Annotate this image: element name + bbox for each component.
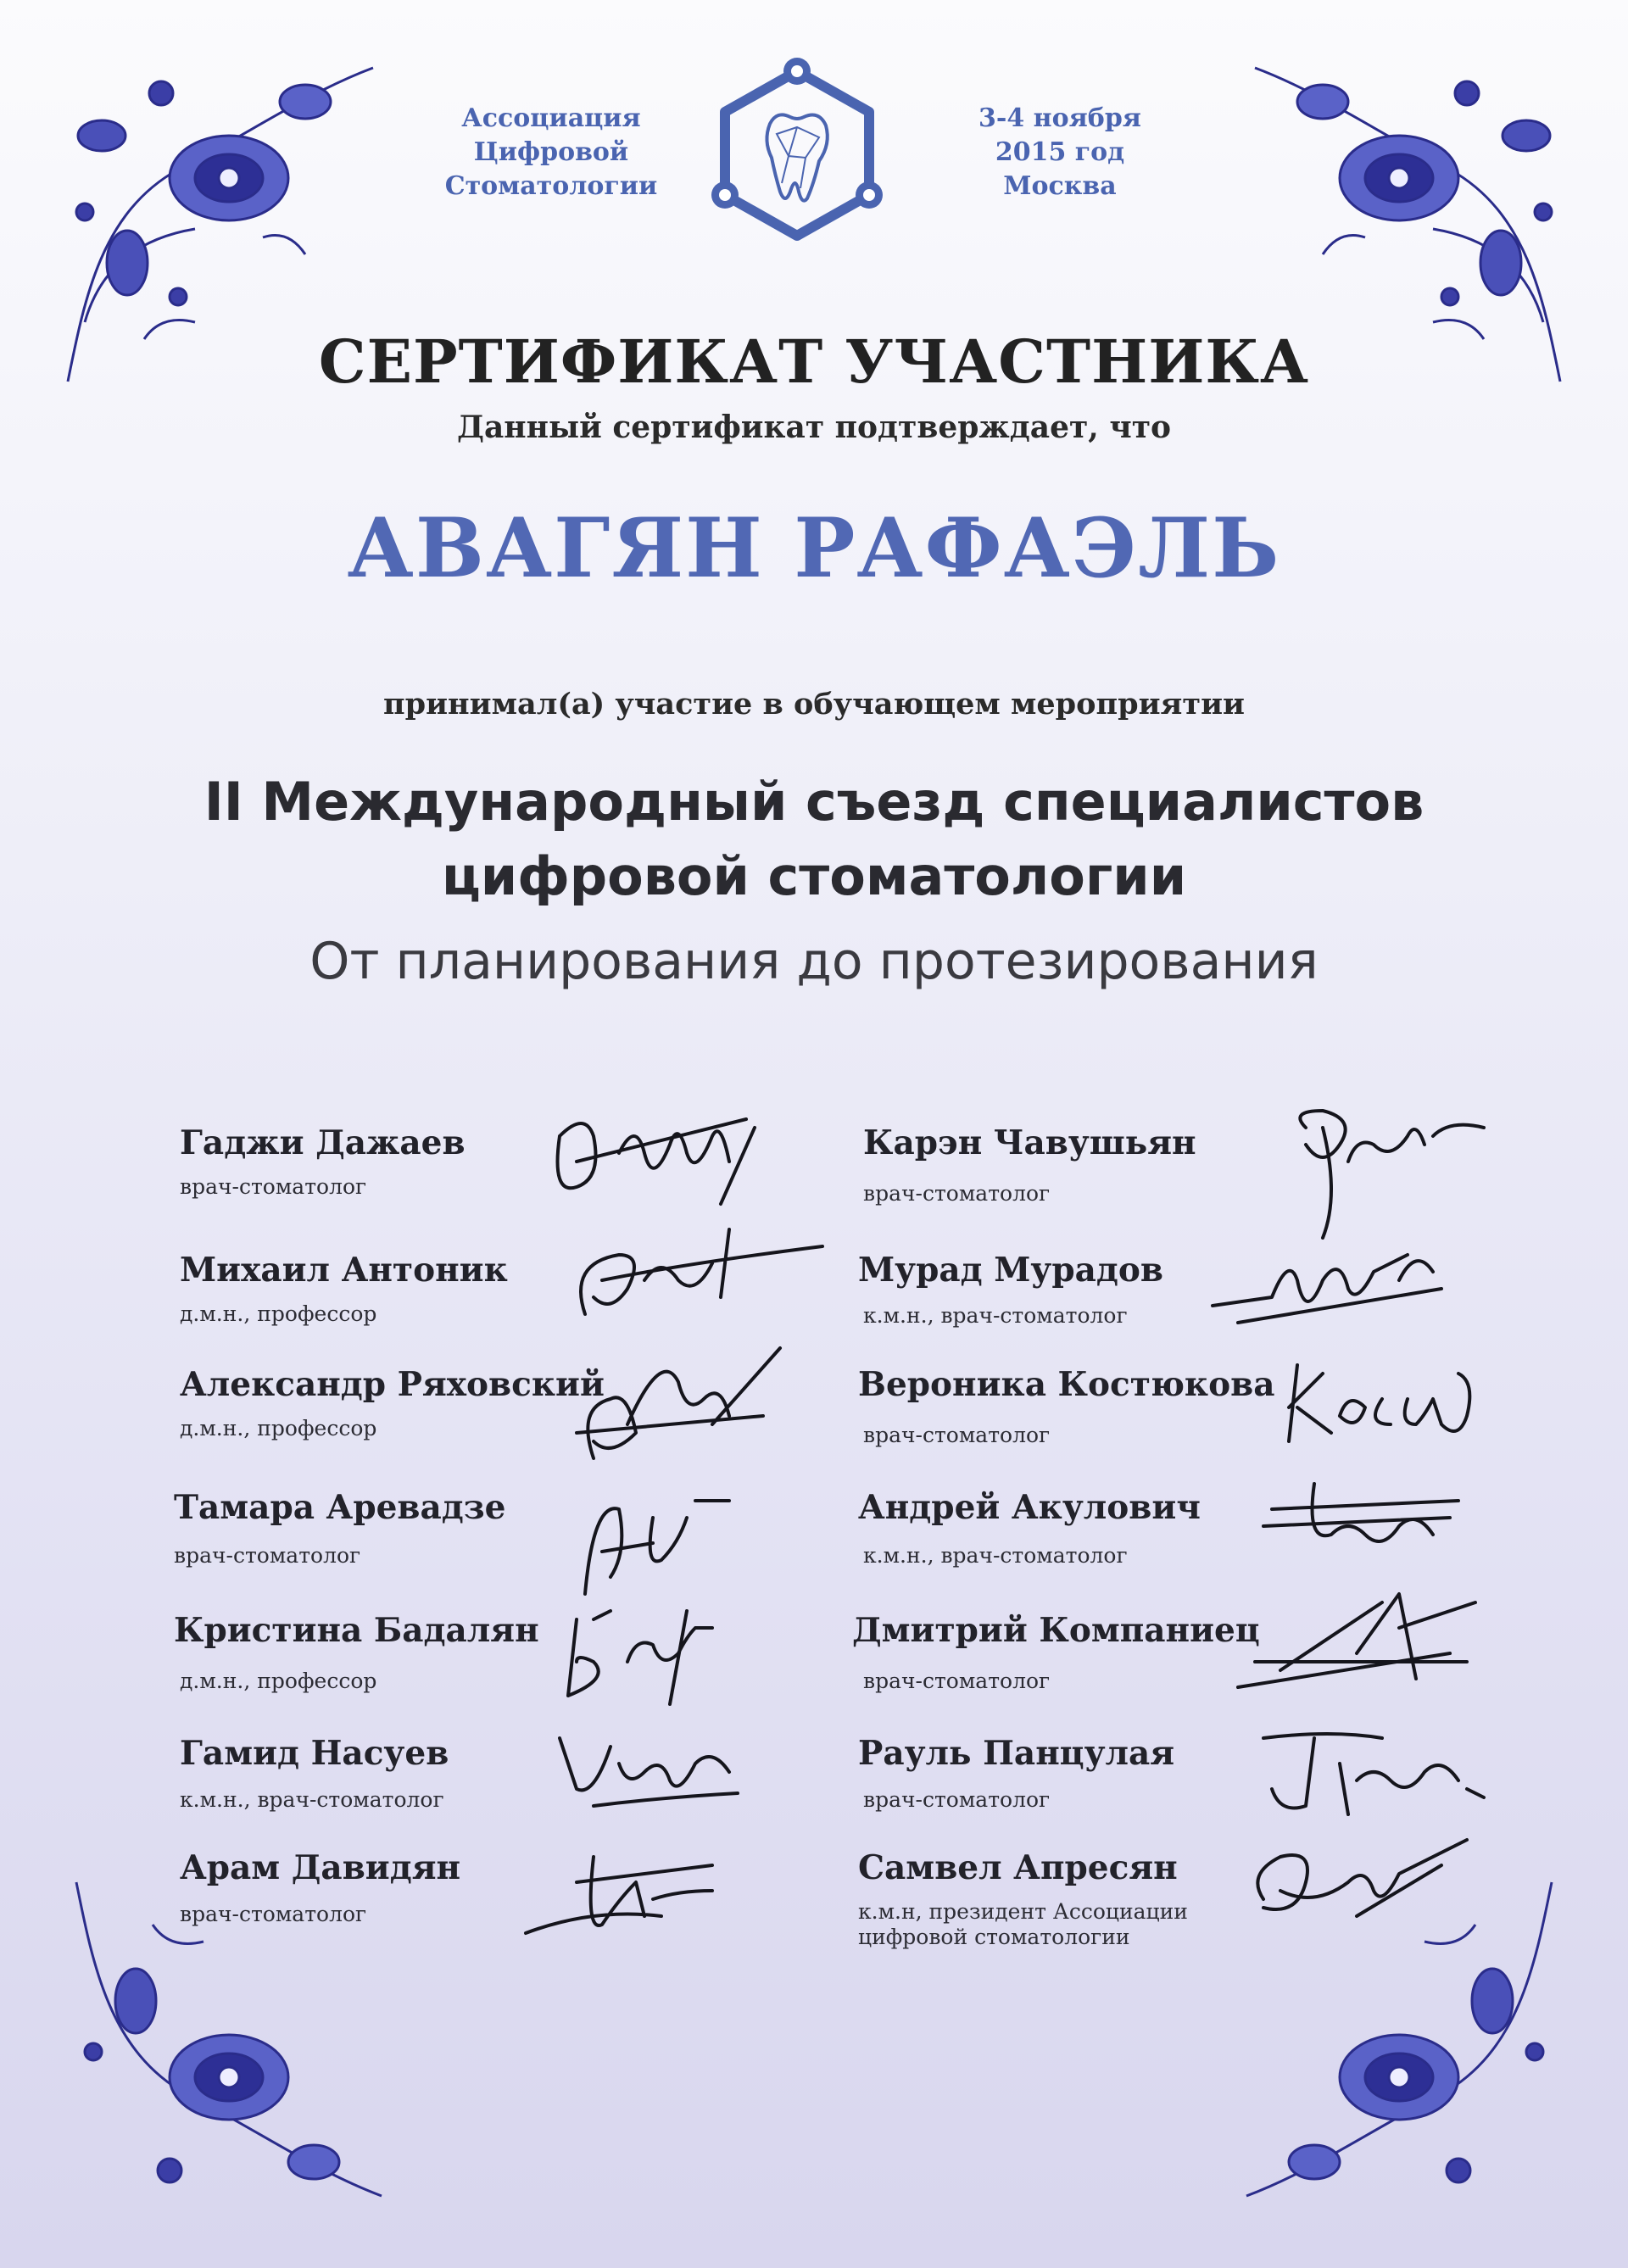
signatory-role: врач-стоматолог: [863, 1181, 1051, 1206]
signatory-role: к.м.н., врач-стоматолог: [863, 1543, 1128, 1568]
event-title-line-2: цифровой стоматологии: [441, 845, 1187, 907]
signatory-name: Гаджи Дажаев: [180, 1123, 466, 1162]
signature: [543, 1102, 763, 1221]
signature: [1246, 1467, 1467, 1560]
signatory-role: д.м.н., профессор: [180, 1416, 377, 1440]
signature: [1229, 1577, 1484, 1704]
signature: [1272, 1348, 1492, 1458]
signatory-name: Гамид Насуев: [180, 1734, 449, 1773]
signature: [1246, 1713, 1501, 1831]
signature: [1204, 1229, 1458, 1331]
organization-line-2: Цифровой: [473, 137, 629, 167]
certificate-subtitle: Данный сертификат подтверждает, что: [456, 410, 1172, 445]
signatory-name: Мурад Мурадов: [858, 1251, 1164, 1290]
signatory-role: врач-стоматолог: [863, 1669, 1051, 1693]
association-logo: [695, 56, 899, 251]
signatory-role: к.м.н., врач-стоматолог: [180, 1787, 444, 1812]
signatory-name: Кристина Бадалян: [174, 1611, 539, 1650]
signature: [543, 1713, 746, 1823]
signature: [551, 1212, 839, 1331]
event-date-place: [916, 102, 1204, 203]
signatory-name: Вероника Костюкова: [858, 1365, 1275, 1404]
organization-line-1: Ассоциация: [461, 103, 641, 133]
signature: [560, 1331, 797, 1475]
date-line-2: 2015 год: [995, 137, 1125, 167]
date-line-1: 3-4 ноября: [978, 103, 1141, 133]
signatory-name: Арам Давидян: [180, 1848, 461, 1887]
signatory-role: врач-стоматолог: [174, 1543, 361, 1568]
organization-name: [407, 102, 695, 203]
participation-text: принимал(а) участие в обучающем мероприятии: [383, 687, 1245, 722]
signature: [1229, 1823, 1484, 1950]
signatory-name: Андрей Акулович: [858, 1488, 1201, 1527]
signatory-role: д.м.н., профессор: [180, 1669, 377, 1693]
signatory-name: Дмитрий Компаниец: [852, 1611, 1260, 1650]
signatory-name: Рауль Панцулая: [858, 1734, 1175, 1773]
signatory-role: д.м.н., профессор: [180, 1301, 377, 1326]
signature: [543, 1594, 729, 1713]
event-title-line-1: II Международный съезд специалистов: [204, 771, 1424, 833]
signatory-role: врач-стоматолог: [863, 1423, 1051, 1447]
signature: [560, 1467, 746, 1602]
certificate-title: СЕРТИФИКАТ УЧАСТНИКА: [318, 326, 1310, 397]
signature: [509, 1831, 746, 1950]
signatory-role: к.м.н, президент Ассоциации: [858, 1899, 1188, 1924]
recipient-name: АВАГЯН РАФАЭЛЬ: [347, 500, 1281, 596]
signatory-role: врач-стоматолог: [180, 1174, 367, 1199]
event-subtitle: От планирования до протезирования: [309, 932, 1319, 991]
signatory-name: Тамара Аревадзе: [174, 1488, 506, 1527]
organization-line-3: Стоматологии: [444, 171, 658, 201]
signatory-role: врач-стоматолог: [180, 1902, 367, 1926]
date-line-3: Москва: [1003, 171, 1117, 201]
signatory-role: врач-стоматолог: [863, 1787, 1051, 1812]
signatory-role-line-2: цифровой стоматологии: [858, 1925, 1130, 1949]
signatory-name: Самвел Апресян: [858, 1848, 1178, 1887]
signatory-name: Карэн Чавушьян: [863, 1123, 1196, 1162]
signatory-role: к.м.н., врач-стоматолог: [863, 1303, 1128, 1328]
signatory-name: Михаил Антоник: [180, 1251, 508, 1290]
signatory-name: Александр Ряховский: [180, 1365, 605, 1404]
